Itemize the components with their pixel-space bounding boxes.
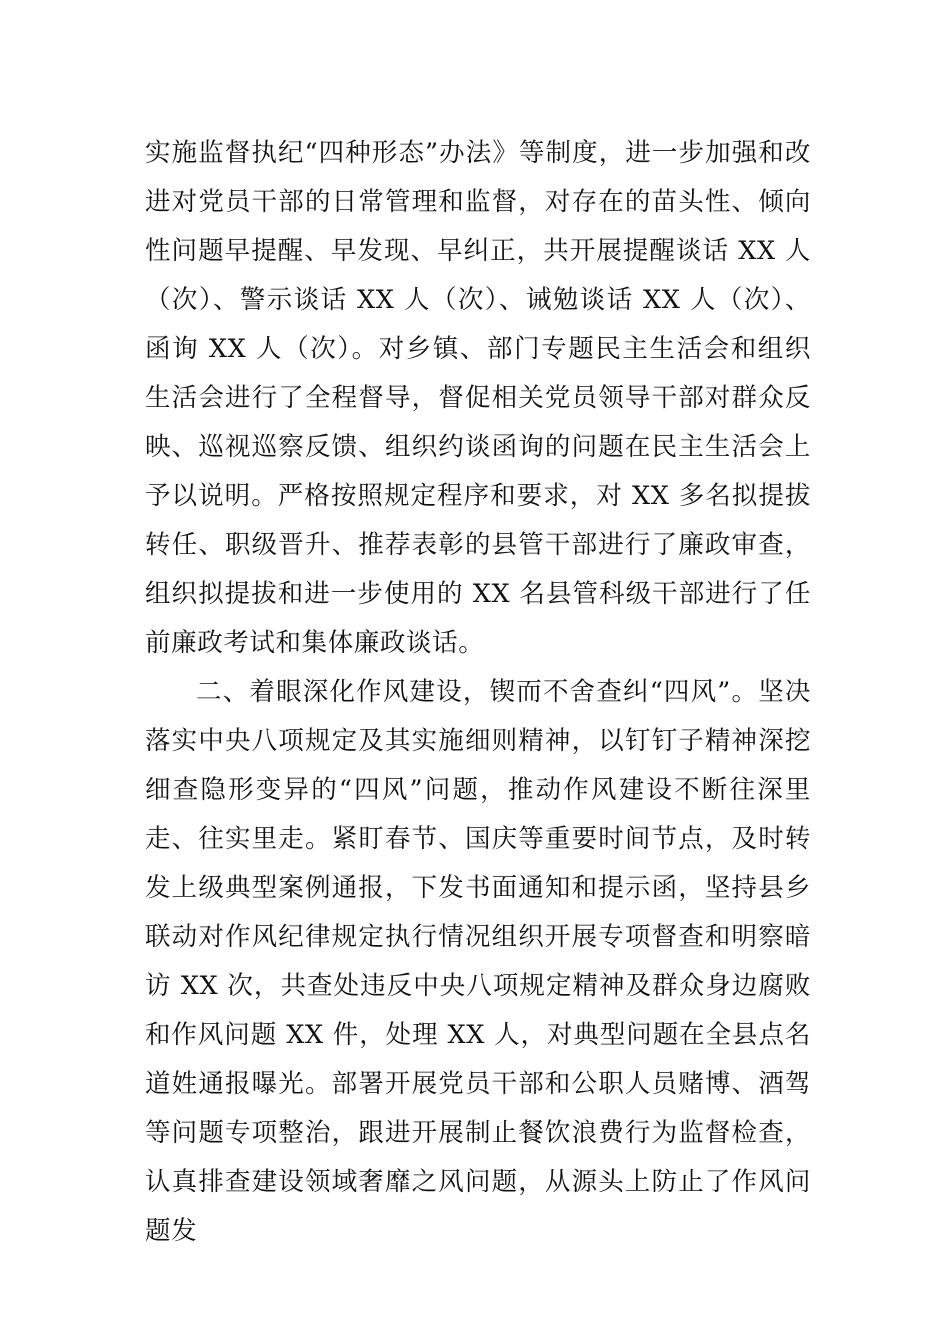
paragraph-section-two: 二、着眼深化作风建设，锲而不舍查纠“四风”。坚决落实中央八项规定及其实施细则精神，以钉钉子精神深挖细查隐形变异的“四风”问题，推动作风建设不断往深里走、往实里走。紧盯春节、国庆等重要时间节点，及时转发上级典型案例通报，下发书面通知和提示函，坚持县乡联动对作风纪律规定执行情况组织开展专项督查和明察暗访 XX 次，共查处违反中央八项规定精神及群众身边腐败和作风问题 XX 件，处理 XX 人，对典型问题在全县点名道姓通报曝光。部署开展党员干部和公职人员赌博、酒驾等问题专项整治，跟进开展制止餐饮浪费行为监督检查，认真排查建设领域奢靡之风问题，从源头上防止了作风问题发 [145, 677, 811, 1246]
document-body [145, 129, 811, 1256]
paragraph-continued: 实施监督执纪“四种形态”办法》等制度，进一步加强和改进对党员干部的日常管理和监督，对存在的苗头性、倾向性问题早提醒、早发现、早纠正，共开展提醒谈话 XX 人（次）、警示谈话 XX 人（次）、诫勉谈话 XX 人（次）、函询 XX 人（次）。对乡镇、部门专题民主生活会和组织生活会进行了全程督导，督促相关党员领导干部对群众反映、巡视巡察反馈、组织约谈函询的问题在民主生活会上予以说明。严格按照规定程序和要求，对 XX 多名拟提拔转任、职级晋升、推荐表彰的县管干部进行了廉政审查，组织拟提拔和进一步使用的 XX 名县管科级干部进行了任前廉政考试和集体廉政谈话。 [145, 138, 811, 658]
